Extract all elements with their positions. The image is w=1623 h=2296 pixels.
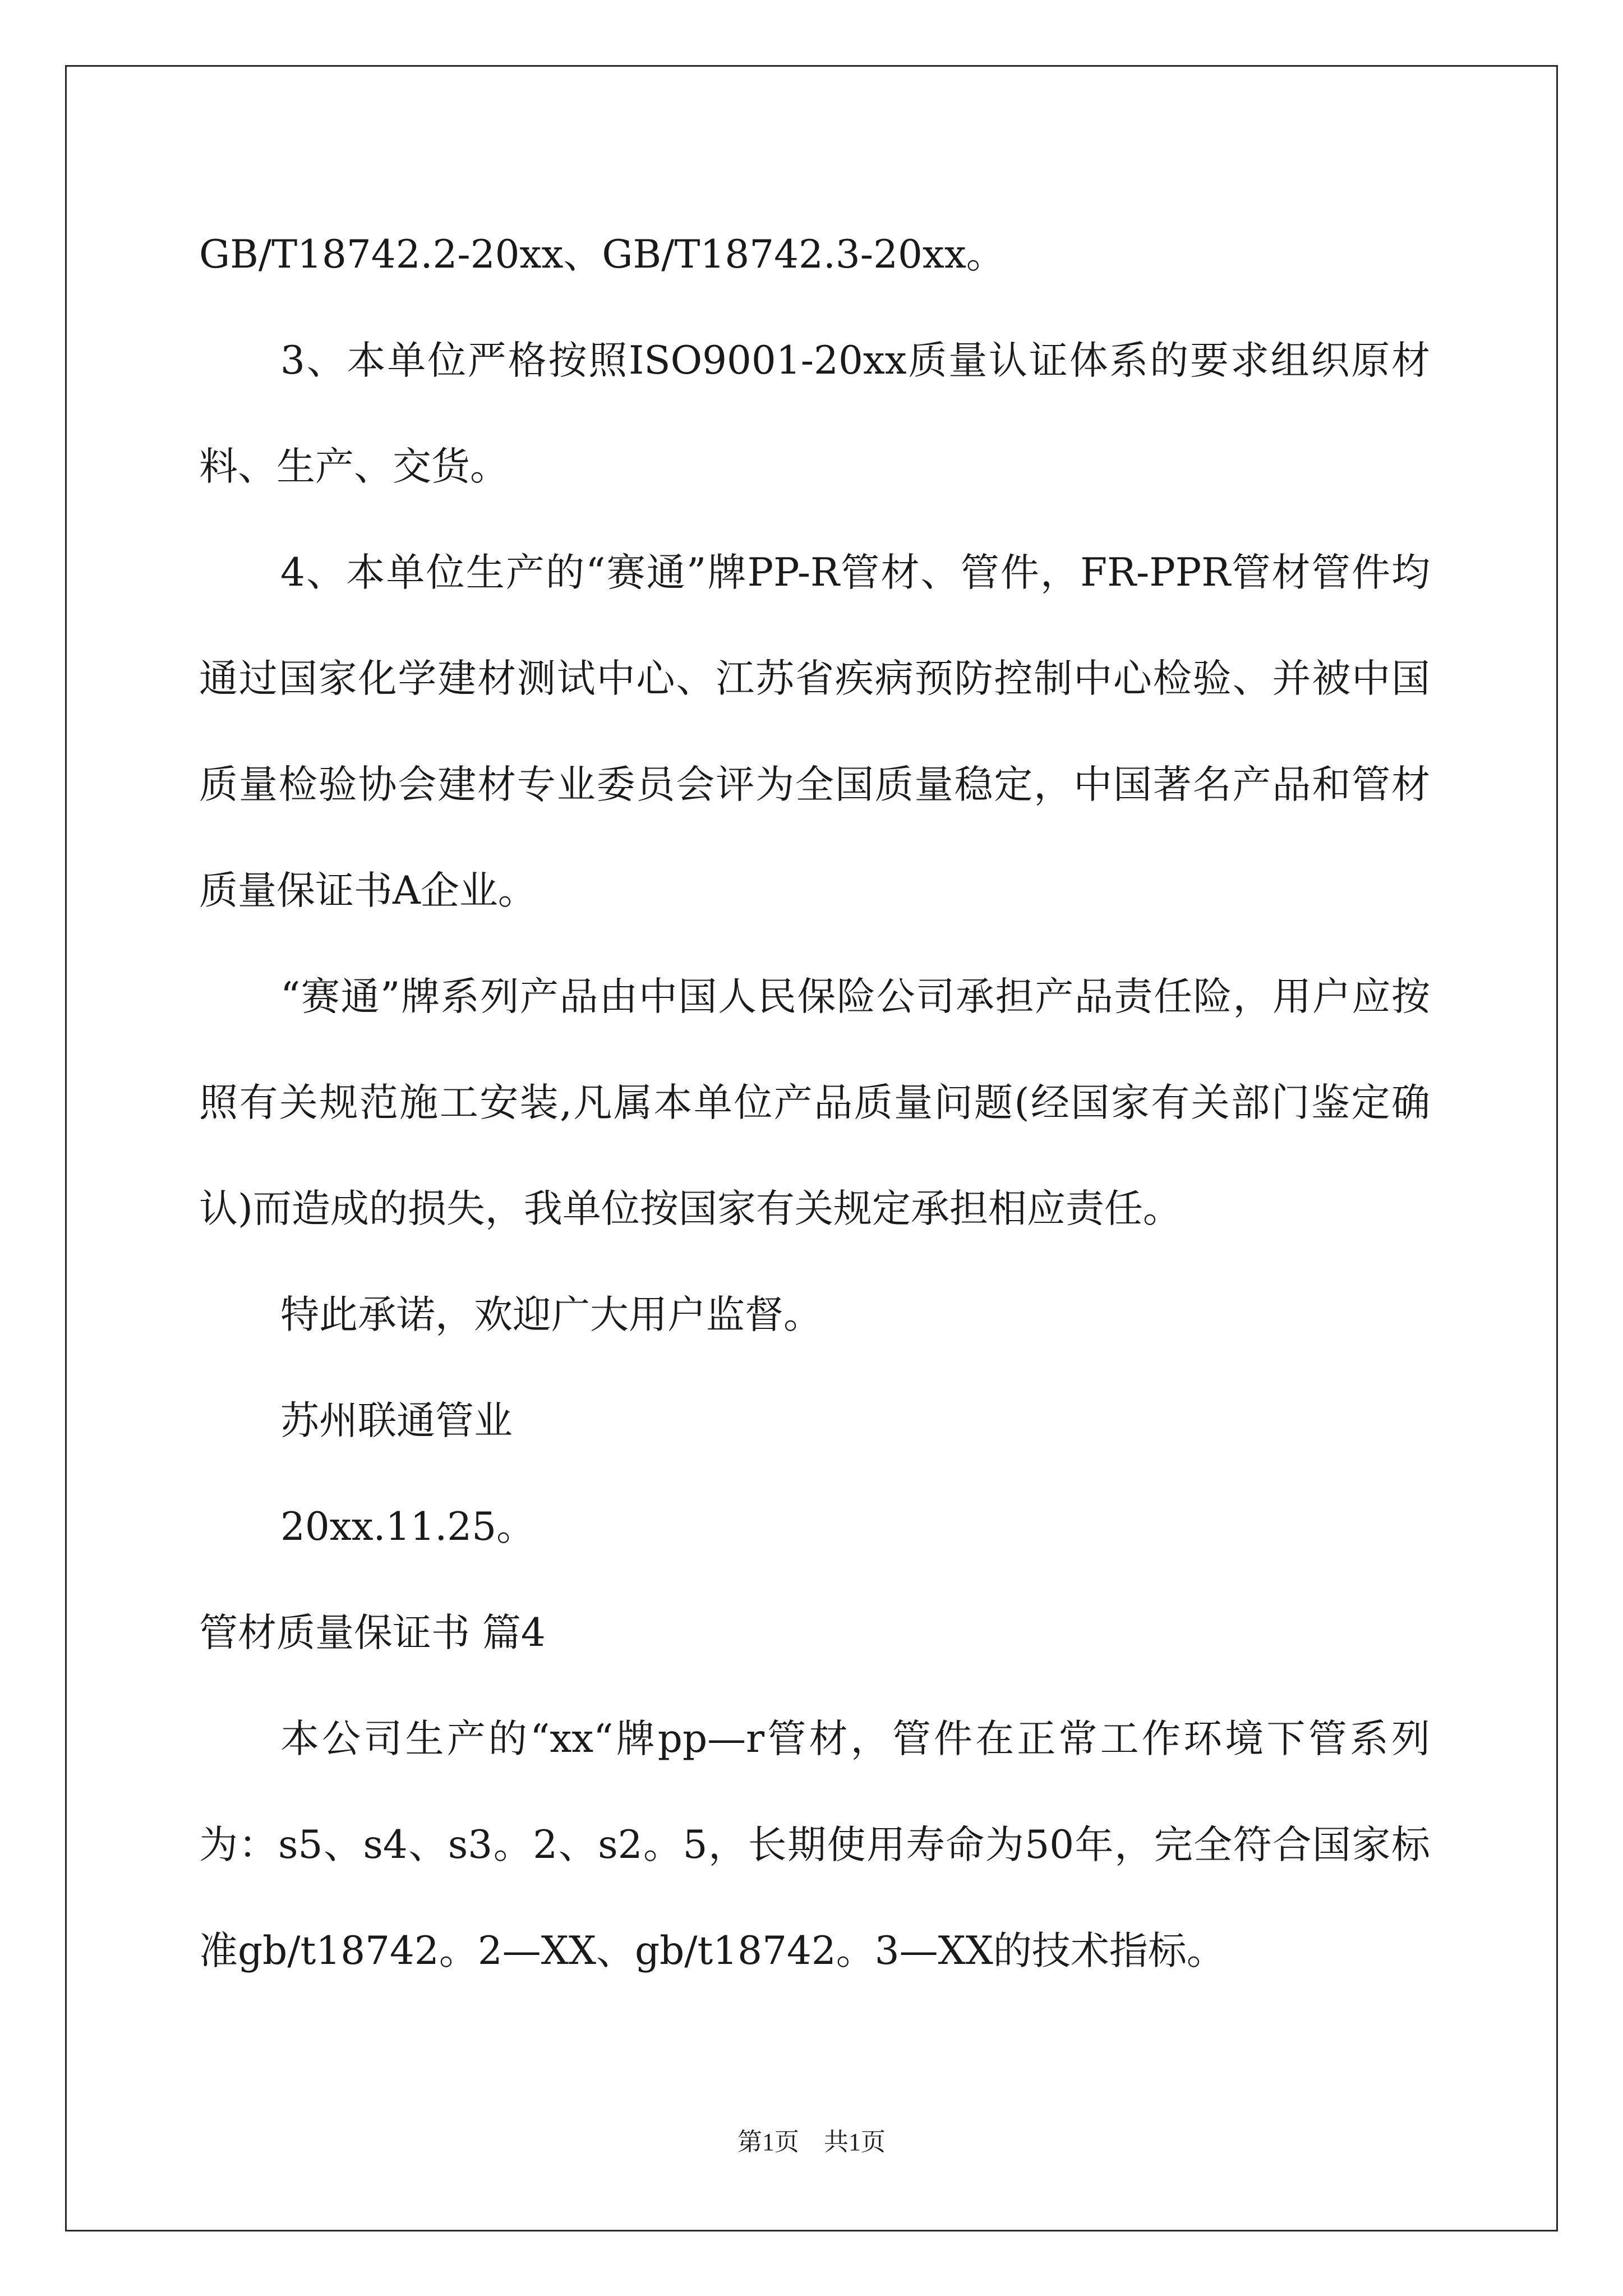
- signature-date: 20xx.11.25。: [280, 1504, 536, 1549]
- paragraph-item-3: 3、本单位严格按照ISO9001-20xx质量认证体系的要求组织原材料、生产、交货。: [199, 338, 1430, 489]
- section-heading: 管材质量保证书 篇4: [199, 1611, 546, 1655]
- paragraph-item-4: 4、本单位生产的“赛通”牌PP-R管材、管件，FR-PPR管材管件均通过国家化学建材测试中心、江苏省疾病预防控制中心检验、并被中国质量检验协会建材专业委员会评为全国质量稳定，中国著名产品和管材质量保证书A企业。: [199, 550, 1430, 913]
- signature-company: 苏州联通管业: [280, 1398, 513, 1443]
- paragraph-standards-continuation: GB/T18742.2-20xx、GB/T18742.3-20xx。: [199, 232, 1005, 277]
- document-body: [199, 202, 1430, 2004]
- paragraph-commitment: 特此承诺，欢迎广大用户监督。: [280, 1292, 822, 1337]
- page-footer: 第1页 共1页: [737, 2128, 886, 2156]
- paragraph-insurance: “赛通”牌系列产品由中国人民保险公司承担产品责任险，用户应按照有关规范施工安装,凡属本单位产品质量问题(经国家有关部门鉴定确认)而造成的损失，我单位按国家有关规定承担相应责任。: [199, 974, 1430, 1231]
- paragraph-section4-body: 本公司生产的“xx“牌pp—r管材，管件在正常工作环境下管系列为：s5、s4、s3。2、s2。5，长期使用寿命为50年，完全符合国家标准gb/t18742。2—XX、gb/t18742。3—XX的技术指标。: [199, 1717, 1430, 1973]
